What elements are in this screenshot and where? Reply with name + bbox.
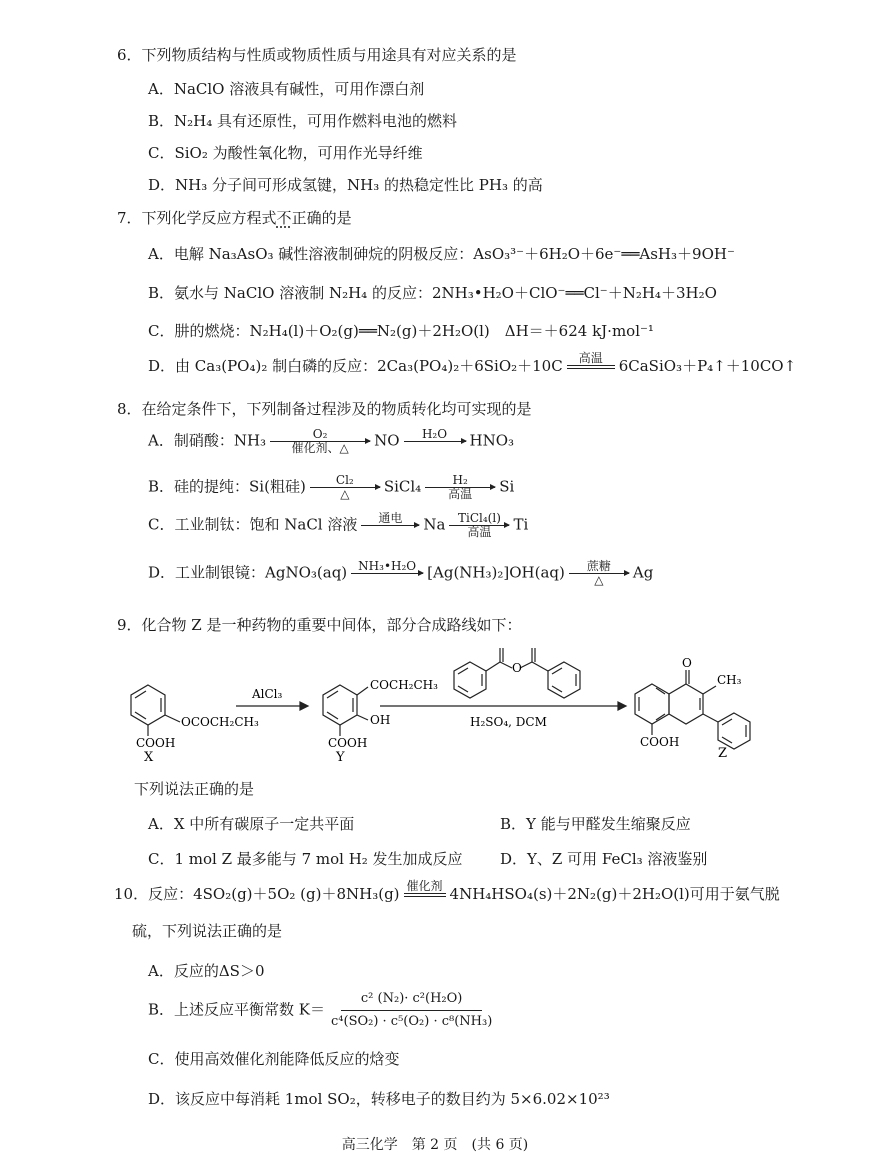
z-carboxyl: COOH <box>640 735 680 749</box>
y-benzene-ring <box>323 685 357 725</box>
y-carboxyl: COOH <box>328 736 368 750</box>
q8-option-b: B．硅的提纯：Si(粗硅) Cl₂ △ SiCl₄ H₂ 高温 Si <box>148 473 515 501</box>
q10-stem: 10．反应：4SO₂(g)＋5O₂ (g)＋8NH₃(g) 催化剂 4NH₄HSO₄(s)＋2N₂(g)＋2H₂O(l)可用于氨气脱 <box>114 879 780 903</box>
q7-option-c: C．肼的燃烧：N₂H₄(l)＋O₂(g)══N₂(g)＋2H₂O(l) ΔH＝＋624 kJ·mol⁻¹ <box>148 322 654 340</box>
label-z: Z <box>718 746 728 761</box>
label-x: X <box>144 750 154 765</box>
q10-option-c: C．使用高效催化剂能降低反应的焓变 <box>148 1050 400 1068</box>
reaction-conditions: H₂SO₄, DCM <box>470 715 547 729</box>
q7-option-b: B．氨水与 NaClO 溶液制 N₂H₄ 的反应：2NH₃•H₂O＋ClO⁻══Cl⁻＋N₂H₄＋3H₂O <box>148 284 717 302</box>
q9-option-d: D．Y、Z 可用 FeCl₃ 溶液鉴别 <box>500 850 708 868</box>
q9-synthesis-scheme <box>0 640 870 770</box>
x-ester-group: OCOCH₂CH₃ <box>181 715 259 729</box>
q10-catalyst: 催化剂 <box>406 879 443 893</box>
q6-option-d: D．NH₃ 分子间可形成氢键，NH₃ 的热稳定性比 PH₃ 的高 <box>148 176 543 194</box>
q7-stem: 7．下列化学反应方程式不正确的是 <box>117 209 352 227</box>
q6-option-b: B．N₂H₄ 具有还原性，可用作燃料电池的燃料 <box>148 112 458 130</box>
x-benzene-ring <box>131 685 165 725</box>
q7-d-condition: 高温 <box>578 351 603 365</box>
q6-stem: 6．下列物质结构与性质或物质性质与用途具有对应关系的是 <box>117 46 517 64</box>
q7-emphasis: 不 <box>276 209 292 227</box>
q10-option-a: A．反应的ΔS＞0 <box>148 962 265 980</box>
k-numerator: c² (N₂)· c²(H₂O) <box>341 990 482 1011</box>
k-denominator: c⁴(SO₂) · c⁵(O₂) · c⁸(NH₃) <box>331 1014 493 1029</box>
q8-option-a: A．制硝酸：NH₃ O₂ 催化剂、△ NO H₂O HNO₃ <box>148 427 515 455</box>
anhydride-oxygen: O <box>512 661 522 675</box>
q9-stem: 9．化合物 Z 是一种药物的重要中间体，部分合成路线如下： <box>117 616 522 634</box>
q10-option-d: D．该反应中每消耗 1mol SO₂，转移电子的数目约为 5×6.02×10²³ <box>148 1090 610 1108</box>
q9-option-c: C．1 mol Z 最多能与 7 mol H₂ 发生加成反应 <box>148 850 463 868</box>
q7-option-d: D．由 Ca₃(PO₄)₂ 制白磷的反应：2Ca₃(PO₄)₂＋6SiO₂＋10C 高温 6CaSiO₃＋P₄↑＋10CO↑ <box>148 351 797 375</box>
q8-option-d: D．工业制银镜：AgNO₃(aq) NH₃•H₂O [Ag(NH₃)₂]OH(aq) 蔗糖 △ Ag <box>148 559 654 587</box>
z-methyl: CH₃ <box>717 673 742 687</box>
alcl3-reagent: AlCl₃ <box>252 687 283 701</box>
q9-option-b: B．Y 能与甲醛发生缩聚反应 <box>500 815 691 833</box>
x-carboxyl: COOH <box>136 736 176 750</box>
q8-stem: 8．在给定条件下，下列制备过程涉及的物质转化均可实现的是 <box>117 400 532 418</box>
q8-option-c: C．工业制钛：饱和 NaCl 溶液 通电 Na TiCl₄(l) 高温 Ti <box>148 511 529 539</box>
q6-option-c: C．SiO₂ 为酸性氧化物，可用作光导纤维 <box>148 144 423 162</box>
y-hydroxyl: OH <box>370 713 391 727</box>
z-carbonyl-o: O <box>682 656 692 670</box>
y-ketone-group: COCH₂CH₃ <box>370 678 438 692</box>
q10-stem-line2: 硫，下列说法正确的是 <box>132 922 283 940</box>
page-footer: 高三化学 第 2 页 (共 6 页) <box>341 1137 529 1153</box>
q10-option-b: B．上述反应平衡常数 K＝ $\frac{\text{c² (N₂)· c²(H₂O)}}{\text{c⁴(SO₂) · c⁵(O₂) · c⁸(NH₃)}}$ <box>148 990 498 1031</box>
q7-option-a: A．电解 Na₃AsO₃ 碱性溶液制砷烷的阴极反应：AsO₃³⁻＋6H₂O＋6e⁻══AsH₃＋9OH⁻ <box>148 245 735 263</box>
q6-option-a: A．NaClO 溶液具有碱性，可用作漂白剂 <box>148 80 425 98</box>
q9-option-a: A．X 中所有碳原子一定共平面 <box>148 815 355 833</box>
label-y: Y <box>336 750 345 765</box>
q9-prompt: 下列说法正确的是 <box>134 780 255 798</box>
